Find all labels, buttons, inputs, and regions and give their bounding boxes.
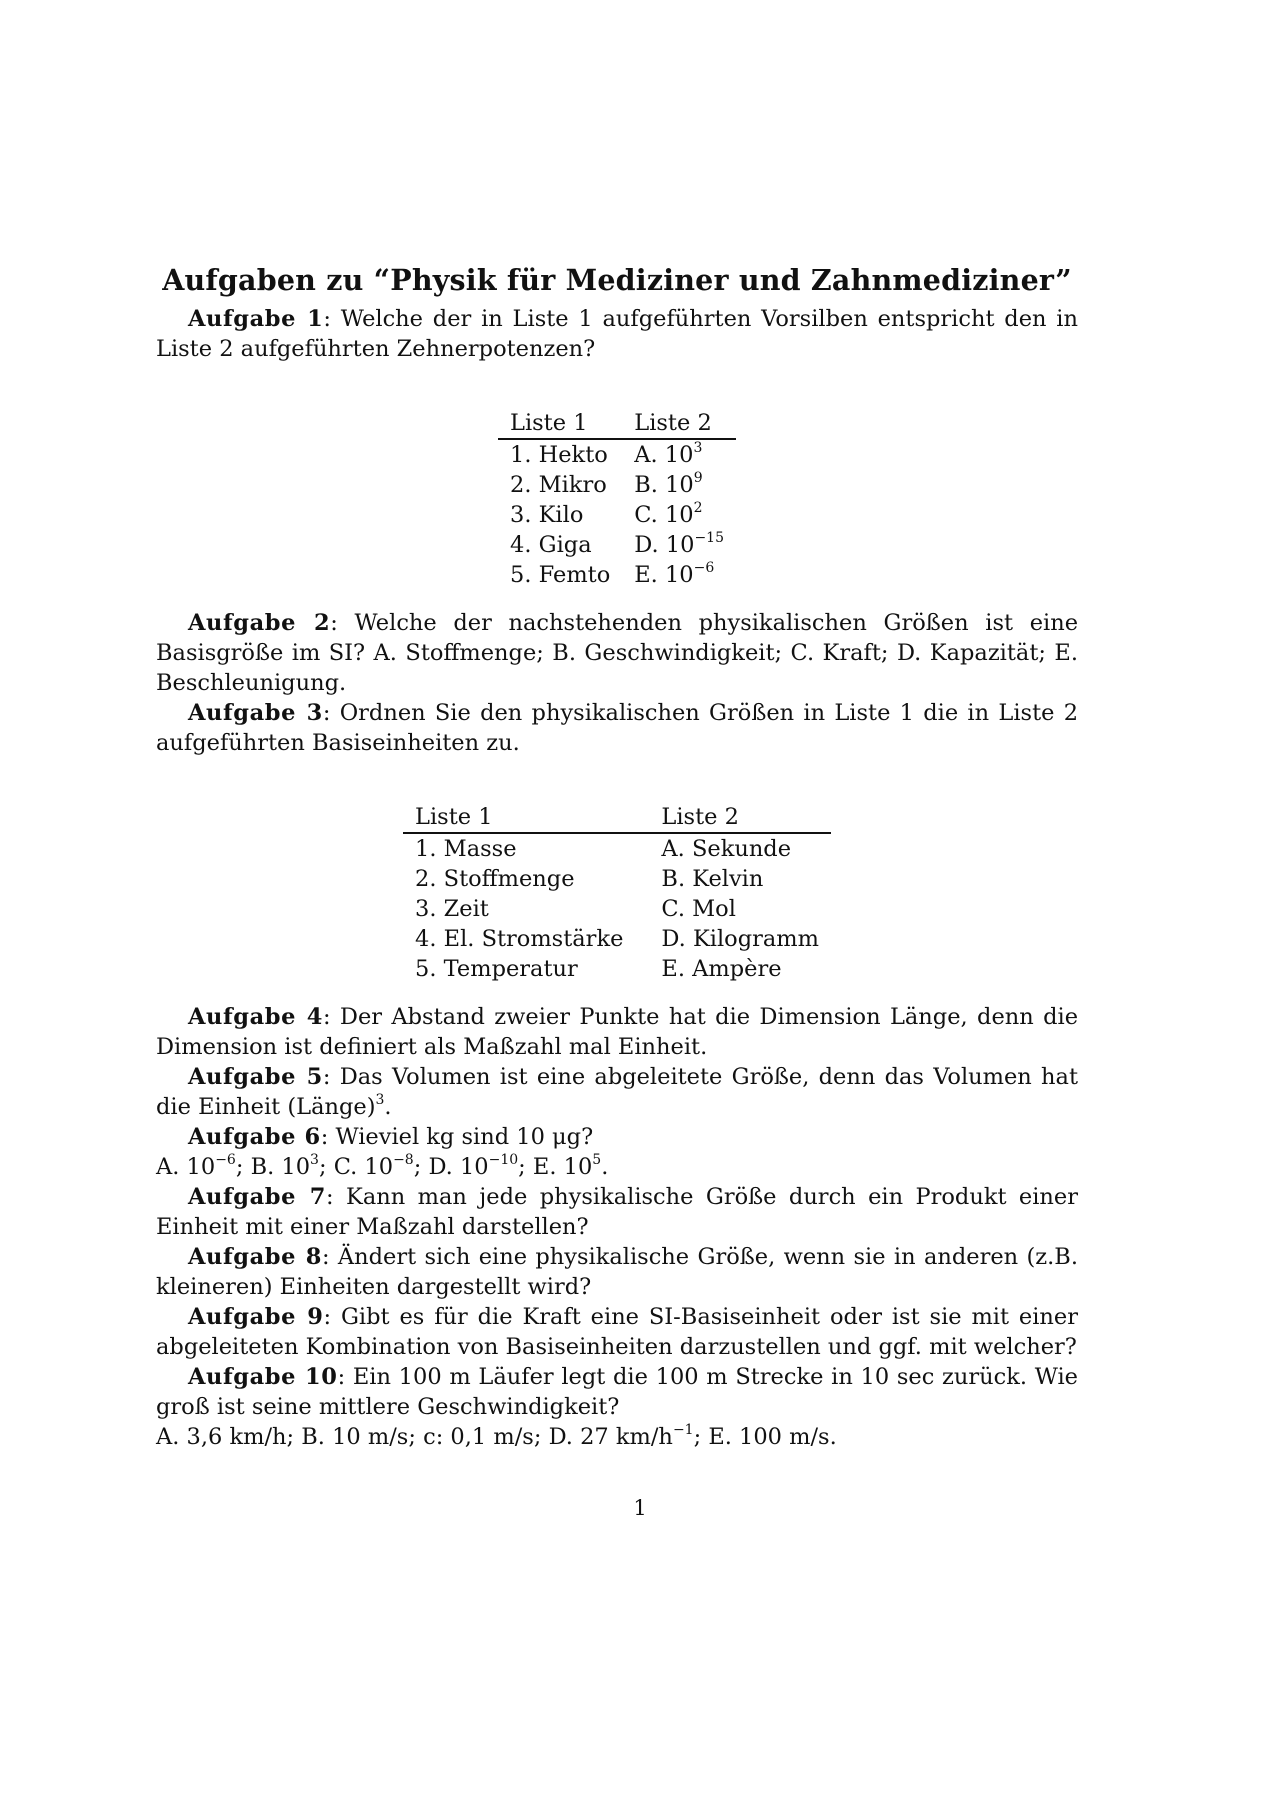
exponent: −6 (693, 559, 715, 576)
task-text: Welche der in Liste 1 aufgeführten Vorsilben entspricht den in Liste 2 aufgeführten Zehnerpotenzen? (156, 306, 1078, 362)
exponent: −15 (694, 529, 724, 546)
answer-option: c: 0,1 m/s; (423, 1424, 549, 1450)
table-cell: 2. Stoffmenge (415, 866, 575, 892)
task-5: Aufgabe 5: Das Volumen ist eine abgeleitete Größe, denn das Volumen hat die Einheit (Länge)$^3$. (156, 1064, 1078, 1120)
task-text: Gibt es für die Kraft eine SI-Basiseinheit oder ist sie mit einer abgeleiteten Kombination von Basiseinheiten darzustellen und ggf. mit welcher? (156, 1304, 1078, 1360)
table-cell: 3. Zeit (415, 896, 489, 922)
answer-option: B. 10 m/s; (301, 1424, 424, 1450)
task-6-answers (156, 1152, 1078, 1182)
table-cell: B. Kelvin (661, 866, 764, 892)
base-units-table (403, 802, 831, 984)
task-label: Aufgabe 5 (188, 1064, 323, 1090)
task-10: Aufgabe 10: Ein 100 m Läufer legt die 100 m Strecke in 10 sec zurück. Wie groß ist seine mittlere Geschwindigkeit? (156, 1364, 1078, 1420)
table-cell: E. $10^{-6}$ (634, 559, 715, 588)
table-cell: A. $10^3$ (634, 439, 703, 468)
exponent: 3 (693, 439, 703, 456)
task-9: Aufgabe 9: Gibt es für die Kraft eine SI-Basiseinheit oder ist sie mit einer abgeleiteten Kombination von Basiseinheiten darzustellen und ggf. mit welcher? (156, 1304, 1078, 1360)
table-cell: 1. Hekto (510, 442, 608, 468)
task-text: Ordnen Sie den physikalischen Größen in Liste 1 die in Liste 2 aufgeführten Basiseinheiten zu. (156, 700, 1079, 756)
exponent: −10 (488, 1151, 519, 1168)
document-content (156, 260, 1078, 1452)
exponent: −8 (393, 1151, 414, 1168)
table-header: Liste 1 (498, 408, 622, 439)
answer-option: A. $10^{-6}$; (156, 1151, 251, 1180)
exponent: 3 (375, 1091, 385, 1108)
task-8: Aufgabe 8: Ändert sich eine physikalische Größe, wenn sie in anderen (z.B. kleineren) Einheiten dargestellt wird? (156, 1244, 1078, 1300)
table-row (403, 864, 831, 894)
task-text: Kann man jede physikalische Größe durch ein Produkt einer Einheit mit einer Maßzahl darstellen? (156, 1184, 1078, 1240)
exponent: −6 (215, 1151, 236, 1168)
table-cell: A. Sekunde (661, 836, 792, 862)
table-cell: C. $10^2$ (634, 499, 703, 528)
table-cell: 4. El. Stromstärke (415, 926, 624, 952)
table-header: Liste 1 (403, 802, 649, 833)
table-row (403, 833, 831, 864)
table-cell: 5. Femto (510, 562, 611, 588)
task-label: Aufgabe 3 (188, 700, 323, 726)
task-label: Aufgabe 8 (188, 1244, 322, 1270)
answer-option: D. $10^{-10}$; (428, 1151, 533, 1180)
task-text: Wieviel kg sind 10 μg? (335, 1124, 594, 1150)
table-header: Liste 2 (649, 802, 831, 833)
prefix-table (498, 408, 736, 590)
task-text: Ändert sich eine physikalische Größe, wenn sie in anderen (z.B. kleineren) Einheiten dargestellt wird? (156, 1244, 1078, 1300)
table-row (498, 560, 736, 590)
table-row (403, 954, 831, 984)
answer-option: E. $10^5$. (532, 1151, 609, 1180)
task-label: Aufgabe 10 (188, 1364, 338, 1390)
task-7: Aufgabe 7: Kann man jede physikalische Größe durch ein Produkt einer Einheit mit einer Maßzahl darstellen? (156, 1184, 1078, 1240)
table-cell: C. Mol (661, 896, 736, 922)
exponent: 3 (310, 1151, 319, 1168)
exponent: 2 (693, 499, 703, 516)
task-text: Der Abstand zweier Punkte hat die Dimension Länge, denn die Dimension ist definiert als Maßzahl mal Einheit. (156, 1004, 1079, 1060)
answer-option: B. $10^3$; (250, 1151, 334, 1180)
table-cell: D. Kilogramm (661, 926, 819, 952)
task-4: Aufgabe 4: Der Abstand zweier Punkte hat die Dimension Länge, denn die Dimension ist definiert als Maßzahl mal Einheit. (156, 1004, 1079, 1060)
task-3: Aufgabe 3: Ordnen Sie den physikalischen Größen in Liste 1 die in Liste 2 aufgeführten Basiseinheiten zu. (156, 700, 1079, 756)
task-label: Aufgabe 6 (188, 1124, 321, 1150)
task-label: Aufgabe 7 (188, 1184, 327, 1210)
task-1: Aufgabe 1: Welche der in Liste 1 aufgeführten Vorsilben entspricht den in Liste 2 aufgeführten Zehnerpotenzen? (156, 306, 1078, 362)
table-cell: 3. Kilo (510, 502, 584, 528)
table-cell: 2. Mikro (510, 472, 607, 498)
exponent: 5 (592, 1151, 602, 1168)
task-text: Ein 100 m Läufer legt die 100 m Strecke in 10 sec zurück. Wie groß ist seine mittlere Geschwindigkeit? (156, 1364, 1078, 1420)
answer-option: E. 100 m/s. (708, 1424, 837, 1450)
exponent: −1 (672, 1421, 694, 1438)
exponent: 9 (693, 469, 703, 486)
answer-option: D. 27 $km/h^{-1}$; (548, 1421, 709, 1450)
table-cell: D. $10^{-15}$ (634, 529, 724, 558)
task-label: Aufgabe 2 (188, 610, 331, 636)
answer-option: C. $10^{-8}$; (333, 1151, 429, 1180)
table-cell: 1. Masse (415, 836, 517, 862)
table-cell: B. $10^9$ (634, 469, 703, 498)
table-cell: E. Ampère (661, 956, 782, 982)
task-label: Aufgabe 1 (188, 306, 324, 332)
table-cell: 5. Temperatur (415, 956, 578, 982)
task-2: Aufgabe 2: Welche der nachstehenden physikalischen Größen ist eine Basisgröße im SI? A. Stoffmenge; B. Geschwindigkeit; C. Kraft; D. Kapazität; E. Beschleunigung. (156, 610, 1079, 696)
task-text: Welche der nachstehenden physikalischen Größen ist eine Basisgröße im SI? A. Stoffmenge; B. Geschwindigkeit; C. Kraft; D. Kapazität; E. Beschleunigung. (156, 610, 1079, 696)
task-label: Aufgabe 4 (188, 1004, 323, 1030)
table-row (498, 530, 736, 560)
task-10-answers (156, 1422, 1078, 1452)
table-row (498, 439, 736, 470)
table-row (403, 894, 831, 924)
document-title: Aufgaben zu “Physik für Mediziner und Zahnmediziner” (162, 263, 1072, 297)
task-6: Aufgabe 6: Wieviel kg sind 10 μg? (188, 1124, 594, 1150)
answer-option: A. 3,6 km/h; (156, 1424, 302, 1450)
table-row (498, 470, 736, 500)
page-number: 1 (633, 1496, 647, 1520)
task-text: Das Volumen ist eine abgeleitete Größe, denn das Volumen hat die Einheit (Länge) (156, 1064, 1078, 1120)
table-cell: 4. Giga (510, 532, 592, 558)
table-row (498, 500, 736, 530)
task-label: Aufgabe 9 (188, 1304, 324, 1330)
table-header: Liste 2 (622, 408, 736, 439)
table-row (403, 924, 831, 954)
